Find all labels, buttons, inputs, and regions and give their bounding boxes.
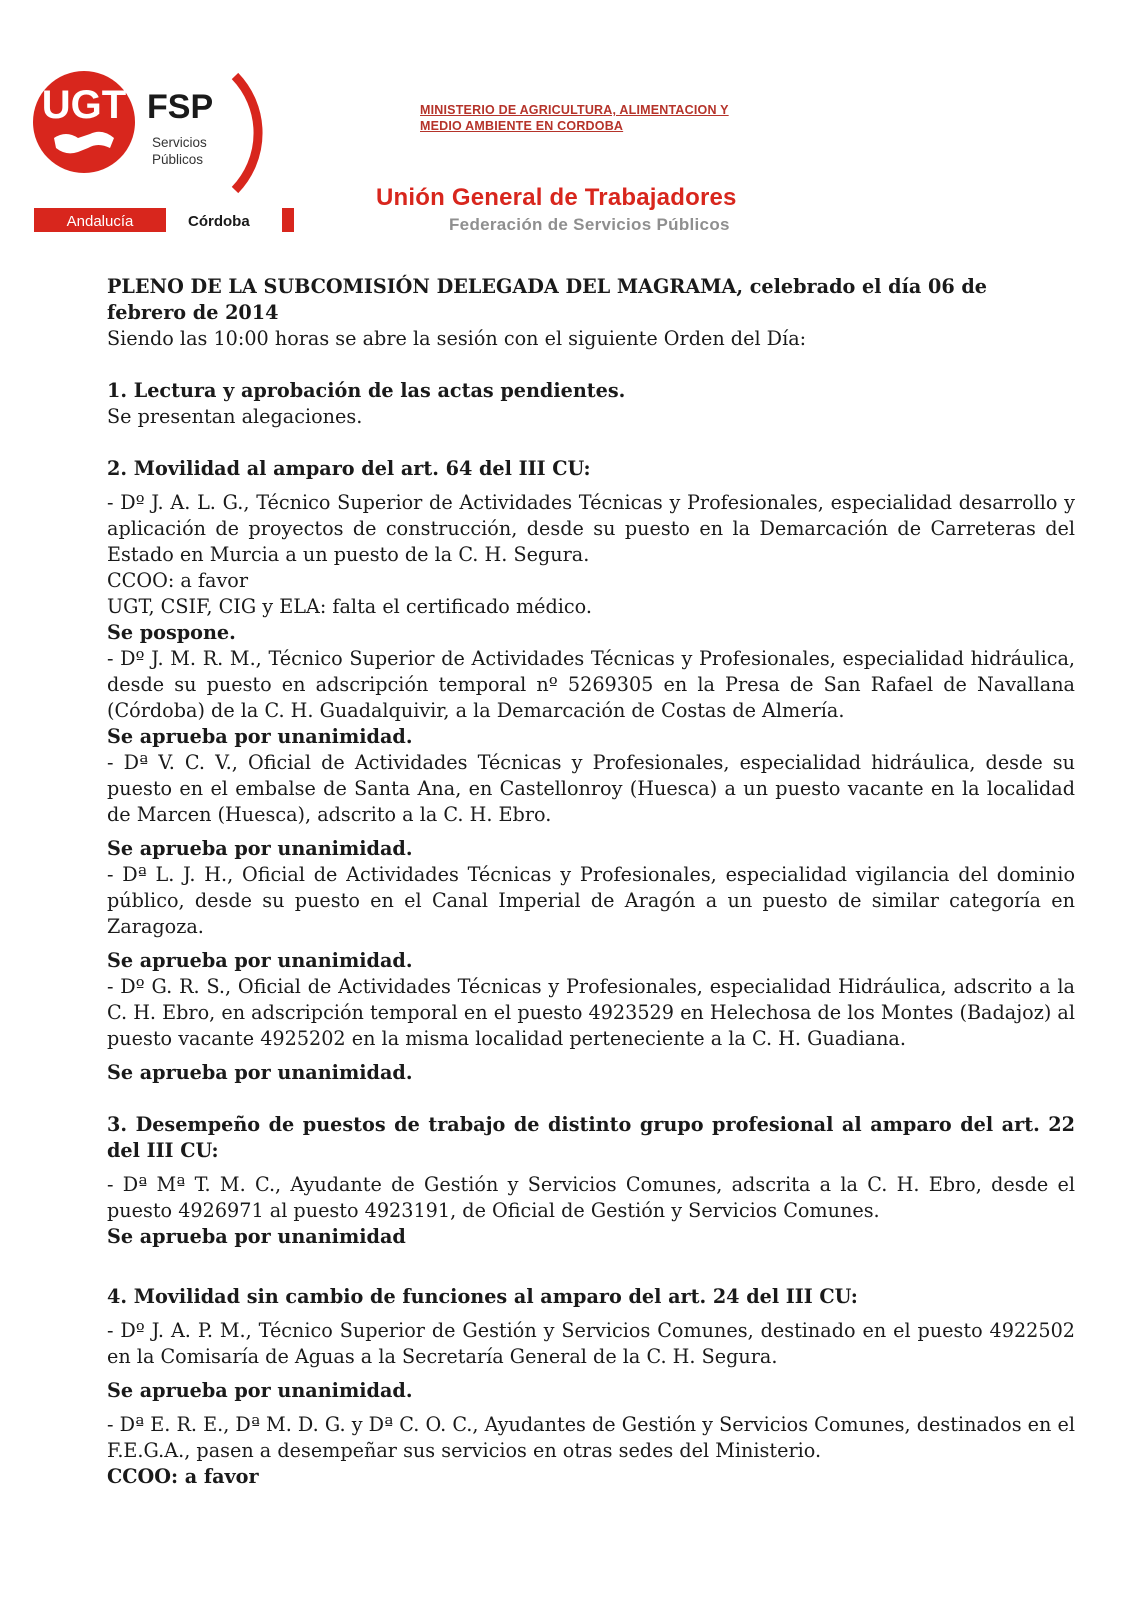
org-title: Unión General de Trabajadores bbox=[376, 184, 737, 211]
section-2-item-2-result: Se aprueba por unanimidad. bbox=[107, 725, 413, 748]
section-2-item-4: - Dª L. J. H., Oficial de Actividades Técnicas y Profesionales, especialidad vigilancia del dominio público, desde su puesto en el Canal Imperial de Aragón a un puesto de similar categoría en Zaragoza. bbox=[107, 863, 1075, 938]
logo-acronym: FSP bbox=[147, 88, 214, 126]
logo-mark: UGT bbox=[41, 83, 127, 127]
doc-title-line-1: PLENO DE LA SUBCOMISIÓN DELEGADA DEL MAGRAMA, celebrado el día 06 de bbox=[107, 275, 987, 298]
doc-title-line-2: febrero de 2014 bbox=[107, 301, 279, 324]
ugt-fsp-logo bbox=[32, 68, 302, 240]
ministry-line-1: MINISTERIO DE AGRICULTURA, ALIMENTACION Y bbox=[420, 103, 729, 117]
org-subtitle: Federación de Servicios Públicos bbox=[449, 215, 730, 234]
section-2-item-3: - Dª V. C. V., Oficial de Actividades Técnicas y Profesionales, especialidad hidráulica, desde su puesto en el embalse de Santa Ana, en Castellonroy (Huesca) a un puesto vacante en la localidad de Marcen (Huesca), adscrito a la C. H. Ebro. bbox=[107, 751, 1075, 826]
section-4-item-1-result: Se aprueba por unanimidad. bbox=[107, 1379, 413, 1402]
ministry-line-2: MEDIO AMBIENTE EN CORDOBA bbox=[420, 119, 624, 133]
section-2-item-3-result: Se aprueba por unanimidad. bbox=[107, 837, 413, 860]
section-4-item-2-ccoo: CCOO: a favor bbox=[107, 1465, 259, 1488]
section-2-item-5-result: Se aprueba por unanimidad. bbox=[107, 1061, 413, 1084]
logo-city: Córdoba bbox=[188, 213, 250, 230]
section-4-item-1: - Dº J. A. P. M., Técnico Superior de Gestión y Servicios Comunes, destinado en el puesto 4922502 en la Comisaría de Aguas a la Secretaría General de la C. H. Segura. bbox=[107, 1319, 1075, 1368]
section-2-item-1-result: Se pospone. bbox=[107, 621, 236, 644]
section-3-item-1-result: Se aprueba por unanimidad bbox=[107, 1225, 406, 1248]
section-2-heading: 2. Movilidad al amparo del art. 64 del III CU: bbox=[107, 457, 591, 480]
letterhead bbox=[0, 0, 1124, 260]
section-2-item-2: - Dº J. M. R. M., Técnico Superior de Actividades Técnicas y Profesionales, especialidad hidráulica, desde su puesto en adscripción temporal nº 5269305 en la Presa de San Rafael de Navallana (Córdoba) de la C. H. Guadalquivir, a la Demarcación de Costas de Almería. bbox=[107, 647, 1075, 722]
section-1-text: Se presentan alegaciones. bbox=[107, 405, 363, 428]
ministry-heading bbox=[420, 102, 729, 134]
section-3-heading: 3. Desempeño de puestos de trabajo de distinto grupo profesional al amparo del art. 22 del III CU: bbox=[107, 1113, 1075, 1162]
section-2-item-1: - Dº J. A. L. G., Técnico Superior de Actividades Técnicas y Profesionales, especialidad desarrollo y aplicación de proyectos de construcción, desde su puesto en la Demarcación de Carreteras del Estado en Murcia a un puesto de la C. H. Segura. bbox=[107, 491, 1075, 566]
section-4-heading: 4. Movilidad sin cambio de funciones al amparo del art. 24 del III CU: bbox=[107, 1285, 858, 1308]
logo-services-1: Servicios bbox=[152, 135, 207, 150]
section-2-item-4-result: Se aprueba por unanimidad. bbox=[107, 949, 413, 972]
section-1-heading: 1. Lectura y aprobación de las actas pendientes. bbox=[107, 379, 626, 402]
section-2-item-1-others: UGT, CSIF, CIG y ELA: falta el certificado médico. bbox=[107, 595, 592, 618]
section-3-item-1: - Dª Mª T. M. C., Ayudante de Gestión y Servicios Comunes, adscrita a la C. H. Ebro, desde el puesto 4926971 al puesto 4923191, de Oficial de Gestión y Servicios Comunes. bbox=[107, 1173, 1075, 1222]
section-2-item-5: - Dº G. R. S., Oficial de Actividades Técnicas y Profesionales, especialidad Hidráulica, adscrito a la C. H. Ebro, en adscripción temporal en el puesto 4923529 en Helechosa de los Montes (Badajoz) al puesto vacante 4925202 en la misma localidad perteneciente a la C. H. Guadiana. bbox=[107, 975, 1075, 1050]
logo-services-2: Públicos bbox=[152, 152, 204, 167]
document-body bbox=[107, 274, 1075, 1490]
section-2-item-1-ccoo: CCOO: a favor bbox=[107, 569, 249, 592]
section-4-item-2: - Dª E. R. E., Dª M. D. G. y Dª C. O. C., Ayudantes de Gestión y Servicios Comunes, destinados en el F.E.G.A., pasen a desempeñar sus servicios en otras sedes del Ministerio. bbox=[107, 1413, 1075, 1462]
logo-region: Andalucía bbox=[66, 213, 134, 230]
doc-intro: Siendo las 10:00 horas se abre la sesión con el siguiente Orden del Día: bbox=[107, 327, 807, 350]
